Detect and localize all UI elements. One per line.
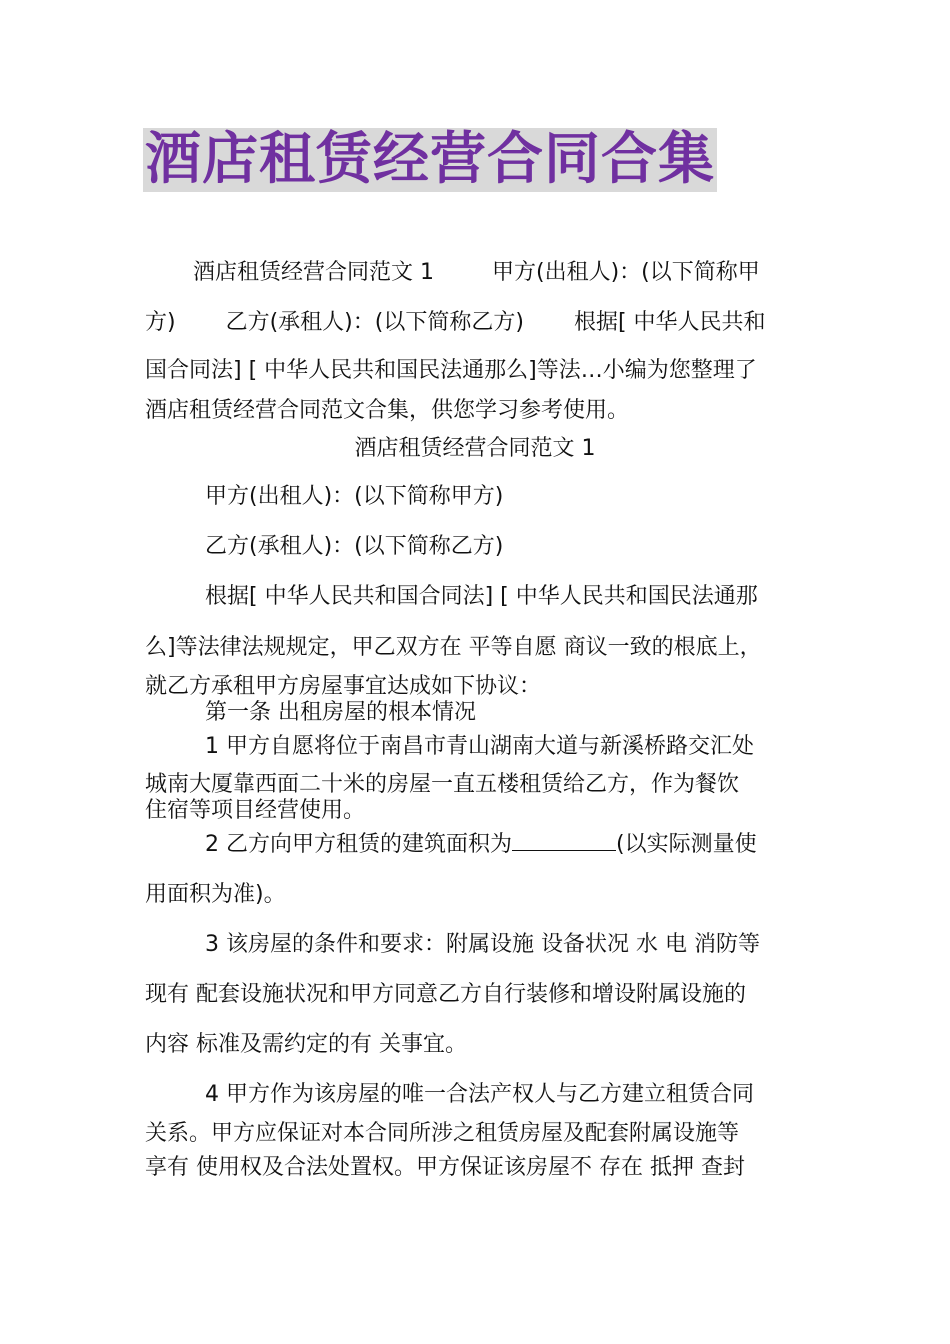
basis-line-2: 么]等法律法规规定，甲乙双方在 平等自愿 商议一致的根底上，	[145, 635, 762, 660]
fill-in-blank	[512, 830, 616, 851]
intro-line-4: 酒店租赁经营合同范文合集，供您学习参考使用。	[145, 398, 630, 423]
intro-line-3: 国合同法] [ 中华人民共和国民法通那么]等法…小编为您整理了	[145, 358, 757, 383]
basis-line-1: 根据[ 中华人民共和国合同法] [ 中华人民共和国民法通那	[205, 584, 758, 609]
item-3-line-3: 内容 标准及需约定的有 关事宜。	[145, 1032, 467, 1057]
item-4-line-3: 享有 使用权及合法处置权。甲方保证该房屋不 存在 抵押 查封	[145, 1155, 745, 1180]
item-1-line-2: 城南大厦靠西面二十米的房屋一直五楼租赁给乙方，作为餐饮	[145, 772, 740, 797]
item-2-line-1a: 2 乙方向甲方租赁的建筑面积为	[205, 832, 512, 857]
item-3-line-2: 现有 配套设施状况和甲方同意乙方自行装修和增设附属设施的	[145, 982, 746, 1007]
party-a-line: 甲方(出租人)：(以下简称甲方)	[205, 484, 504, 509]
item-2-line-1b: (以实际测量使	[616, 832, 757, 857]
intro-line-1b: 甲方(出租人)：(以下简称甲	[492, 260, 760, 285]
item-1-line-3: 住宿等项目经营使用。	[145, 798, 366, 823]
intro-line-2c: 根据[ 中华人民共和	[573, 310, 766, 335]
item-4-line-1: 4 甲方作为该房屋的唯一合法产权人与乙方建立租赁合同	[205, 1082, 754, 1107]
intro-line-1a: 酒店租赁经营合同范文 1	[193, 260, 434, 285]
party-b-line: 乙方(承租人)：(以下简称乙方)	[205, 534, 504, 559]
intro-line-2b: 乙方(承租人)：(以下简称乙方)	[225, 310, 524, 335]
item-3-line-1: 3 该房屋的条件和要求：附属设施 设备状况 水 电 消防等	[205, 932, 760, 957]
intro-line-2a: 方)	[145, 310, 176, 335]
item-1-line-1: 1 甲方自愿将位于南昌市青山湖南大道与新溪桥路交汇处	[205, 734, 754, 759]
item-2-line-2: 用面积为准)。	[145, 882, 286, 907]
section-title: 酒店租赁经营合同范文 1	[354, 436, 596, 461]
document-title: 酒店租赁经营合同合集	[145, 127, 715, 192]
article-1-heading: 第一条 出租房屋的根本情况	[205, 700, 476, 725]
basis-line-3: 就乙方承租甲方房屋事宜达成如下协议：	[145, 674, 542, 699]
item-4-line-2: 关系。甲方应保证对本合同所涉之租赁房屋及配套附属设施等	[145, 1121, 740, 1146]
